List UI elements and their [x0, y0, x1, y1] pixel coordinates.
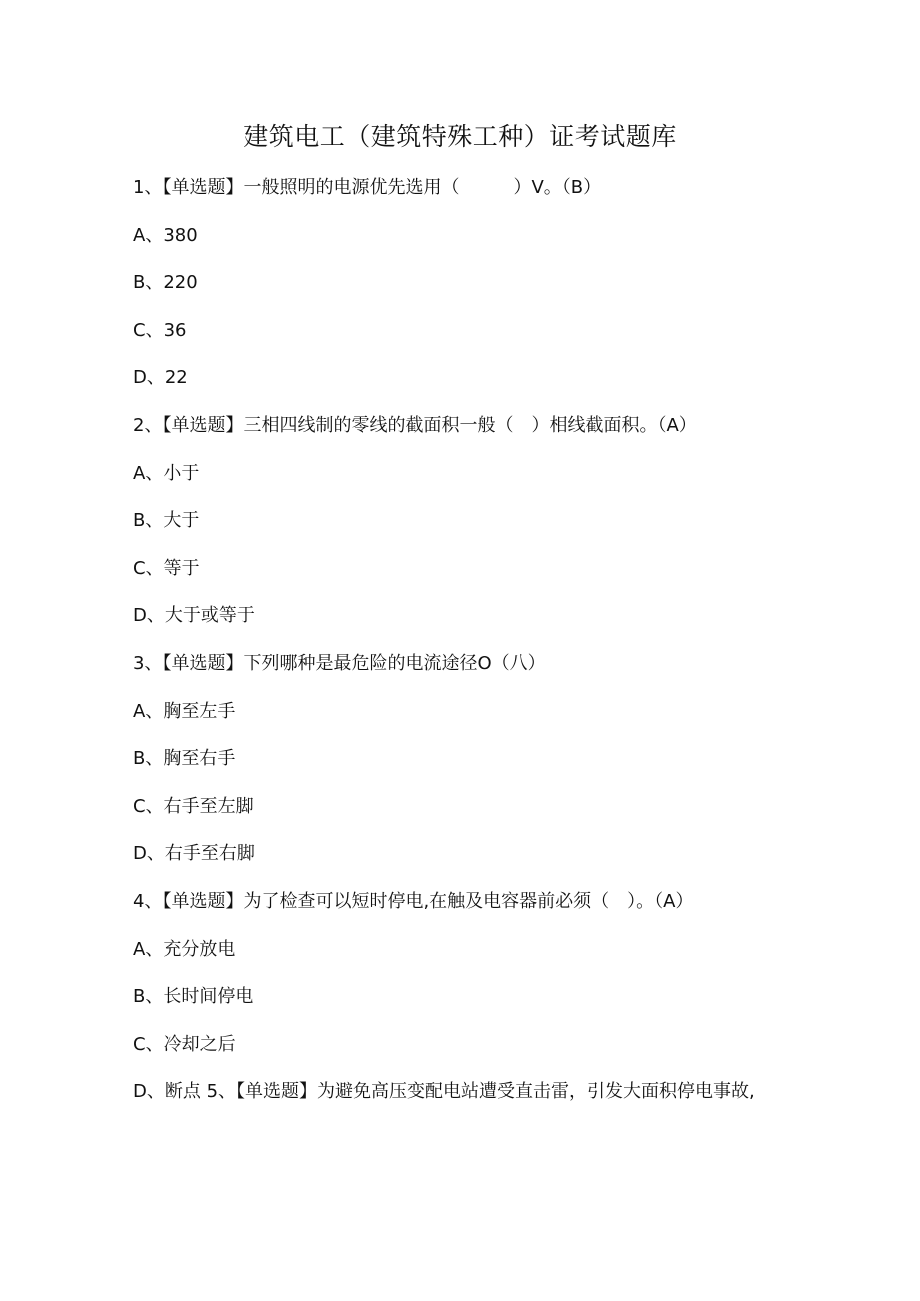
question-2-option-c: C、等于 — [133, 557, 200, 579]
question-1-option-d: D、22 — [133, 367, 188, 389]
question-1-option-a: A、380 — [133, 224, 198, 246]
question-4: 4、【单选题】为了检查可以短时停电,在触及电容器前必须（ ）。（A） — [133, 890, 694, 912]
question-3-option-b: B、胸至右手 — [133, 748, 236, 770]
question-4-option-d-and-question-5: D、断点 5、【单选题】为避免高压变配电站遭受直击雷，引发大面积停电事故, — [133, 1081, 755, 1103]
question-3: 3、【单选题】下列哪种是最危险的电流途径O（八） — [133, 652, 546, 674]
question-list — [133, 171, 803, 1106]
question-4-option-a: A、充分放电 — [133, 938, 236, 960]
question-4-option-b: B、长时间停电 — [133, 986, 254, 1008]
document-title: 建筑电工（建筑特殊工种）证考试题库 — [243, 122, 677, 151]
question-1-option-c: C、36 — [133, 319, 187, 341]
question-4-option-c: C、冷却之后 — [133, 1033, 236, 1055]
question-2: 2、【单选题】三相四线制的零线的截面积一般（ ）相线截面积。（A） — [133, 414, 697, 436]
question-2-option-b: B、大于 — [133, 510, 200, 532]
question-3-option-d: D、右手至右脚 — [133, 843, 255, 865]
question-3-option-c: C、右手至左脚 — [133, 795, 254, 817]
question-3-option-a: A、胸至左手 — [133, 700, 236, 722]
question-1: 1、【单选题】一般照明的电源优先选用（ ）V。（B） — [133, 177, 602, 198]
question-1-option-b: B、220 — [133, 272, 198, 294]
question-2-option-d: D、大于或等于 — [133, 605, 255, 627]
question-2-option-a: A、小于 — [133, 462, 200, 484]
